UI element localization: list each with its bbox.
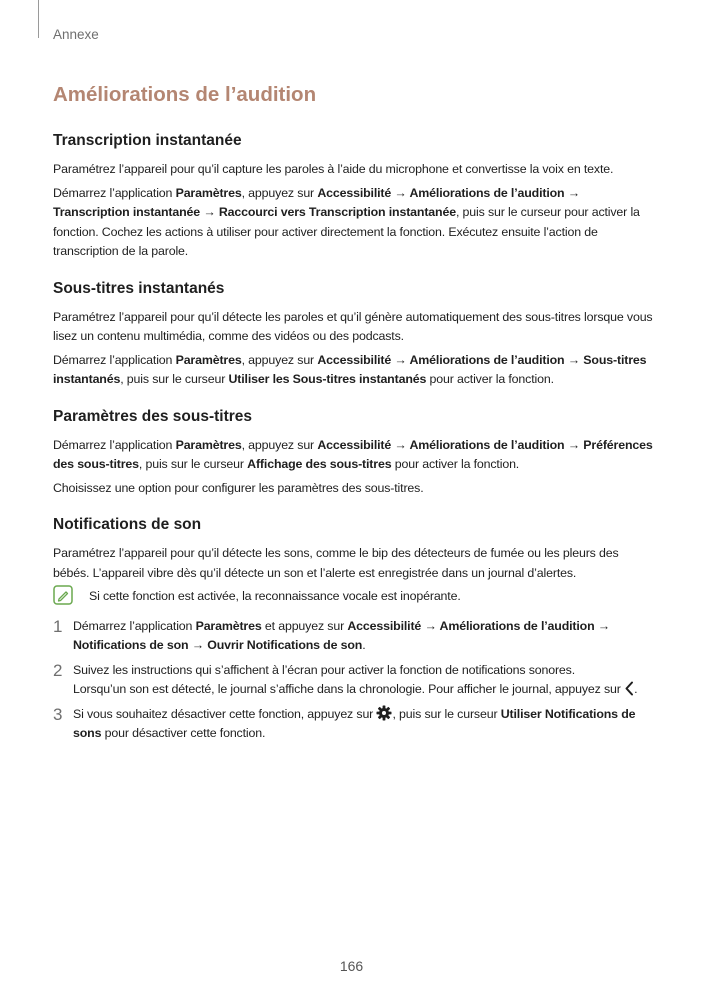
margin-rule	[38, 0, 39, 38]
step-item	[53, 617, 653, 656]
ui-path: Accessibilité → Améliorations de l’audition → Transcription instantanée → Raccourci vers Transcription instantanée	[53, 185, 581, 219]
text: Démarrez l’application	[53, 185, 176, 200]
ui-label: Paramètres	[175, 437, 242, 452]
step-item	[53, 705, 653, 744]
note-icon	[53, 585, 73, 605]
text: , puis sur le curseur	[392, 706, 501, 721]
gear-icon	[376, 705, 392, 721]
note-text: Si cette fonction est activée, la reconnaissance vocale est inopérante.	[89, 589, 461, 603]
text: et appuyez sur	[261, 618, 348, 633]
paragraph-instructions	[53, 436, 653, 475]
paragraph-instructions	[53, 351, 653, 390]
section-heading: Transcription instantanée	[53, 132, 242, 149]
page-number: 166	[339, 958, 364, 974]
paragraph: Choisissez une option pour configurer les paramètres des sous-titres.	[53, 480, 424, 495]
steps-list	[53, 617, 653, 744]
step-text	[73, 680, 637, 700]
step-text: Suivez les instructions qui s’affichent à l’écran pour activer la fonction de notifications sonores.	[73, 662, 576, 677]
chevron-left-icon	[624, 681, 634, 696]
section-heading: Notifications de son	[53, 516, 202, 533]
text: Démarrez l’application	[53, 437, 176, 452]
section-live-captions	[53, 279, 653, 390]
ui-path: Accessibilité → Améliorations de l’audition → Préférences des sous-titres	[53, 437, 653, 471]
text: , appuyez sur	[241, 352, 318, 367]
note-box	[53, 587, 653, 607]
text: , puis sur le curseur	[138, 457, 248, 471]
ui-path: Accessibilité → Améliorations de l’audition → Sous-titres instantanés	[53, 352, 647, 386]
step-text	[73, 705, 653, 744]
ui-label: Paramètres	[195, 618, 262, 633]
running-header: Annexe	[53, 27, 99, 42]
page-content	[53, 131, 653, 761]
text: , puis sur le curseur	[120, 372, 229, 386]
step-number: 3	[53, 704, 63, 724]
step-item	[53, 661, 653, 700]
page-title: Améliorations de l’audition	[53, 83, 317, 106]
paragraph: Paramétrez l’appareil pour qu’il capture les paroles à l’aide du microphone et convertisse la voix en texte.	[53, 162, 614, 176]
step-number: 2	[53, 660, 63, 680]
ui-label: Paramètres	[175, 185, 242, 200]
ui-label: Utiliser Notifications de sons	[73, 706, 636, 740]
step-body	[73, 617, 653, 656]
text: Si vous souhaitez désactiver cette fonction, appuyez sur	[73, 706, 377, 721]
section-caption-settings	[53, 407, 653, 499]
ui-label: Utiliser les Sous-titres instantanés	[228, 372, 427, 386]
step-body	[73, 661, 637, 700]
step-number: 1	[53, 616, 63, 636]
text: .	[634, 682, 638, 696]
step-text	[73, 617, 653, 656]
text: pour activer la fonction.	[391, 457, 520, 471]
section-heading: Sous-titres instantanés	[53, 279, 225, 297]
text: pour activer la fonction.	[426, 372, 554, 386]
text: .	[362, 638, 366, 652]
section-transcription	[53, 131, 653, 262]
text: , appuyez sur	[241, 185, 318, 200]
text: , appuyez sur	[241, 437, 318, 452]
text: Lorsqu’un son est détecté, le journal s’affiche dans la chronologie. Pour afficher le journal, appuyez sur	[73, 682, 625, 696]
section-heading: Paramètres des sous-titres	[53, 407, 253, 425]
section-sound-notifications	[53, 515, 653, 744]
ui-path: Accessibilité → Améliorations de l’audition → Notifications de son → Ouvrir Notifications de son	[73, 618, 611, 652]
paragraph: Paramétrez l’appareil pour qu’il détecte les paroles et qu’il génère automatiquement des sous-titres lorsque vous lisez un contenu multimédia, comme des vidéos ou des podcasts.	[53, 309, 653, 343]
paragraph: Paramétrez l’appareil pour qu’il détecte les sons, comme le bip des détecteurs de fumée ou les pleurs des bébés. L’appareil vibre dès qu’il détecte un son et l’alerte est enregistrée dans un journal d’alertes.	[53, 546, 619, 580]
text: Démarrez l’application	[53, 352, 176, 367]
ui-label: Paramètres	[175, 352, 242, 367]
step-body	[73, 705, 653, 744]
text: , puis sur le curseur pour activer la fonction. Cochez les actions à utiliser pour activer directement la fonction. Exécutez ensuite l’action de transcription de la parole.	[53, 205, 640, 258]
text: Démarrez l’application	[73, 618, 196, 633]
paragraph-instructions	[53, 184, 653, 262]
text: pour désactiver cette fonction.	[101, 726, 266, 740]
ui-label: Affichage des sous-titres	[247, 457, 392, 471]
